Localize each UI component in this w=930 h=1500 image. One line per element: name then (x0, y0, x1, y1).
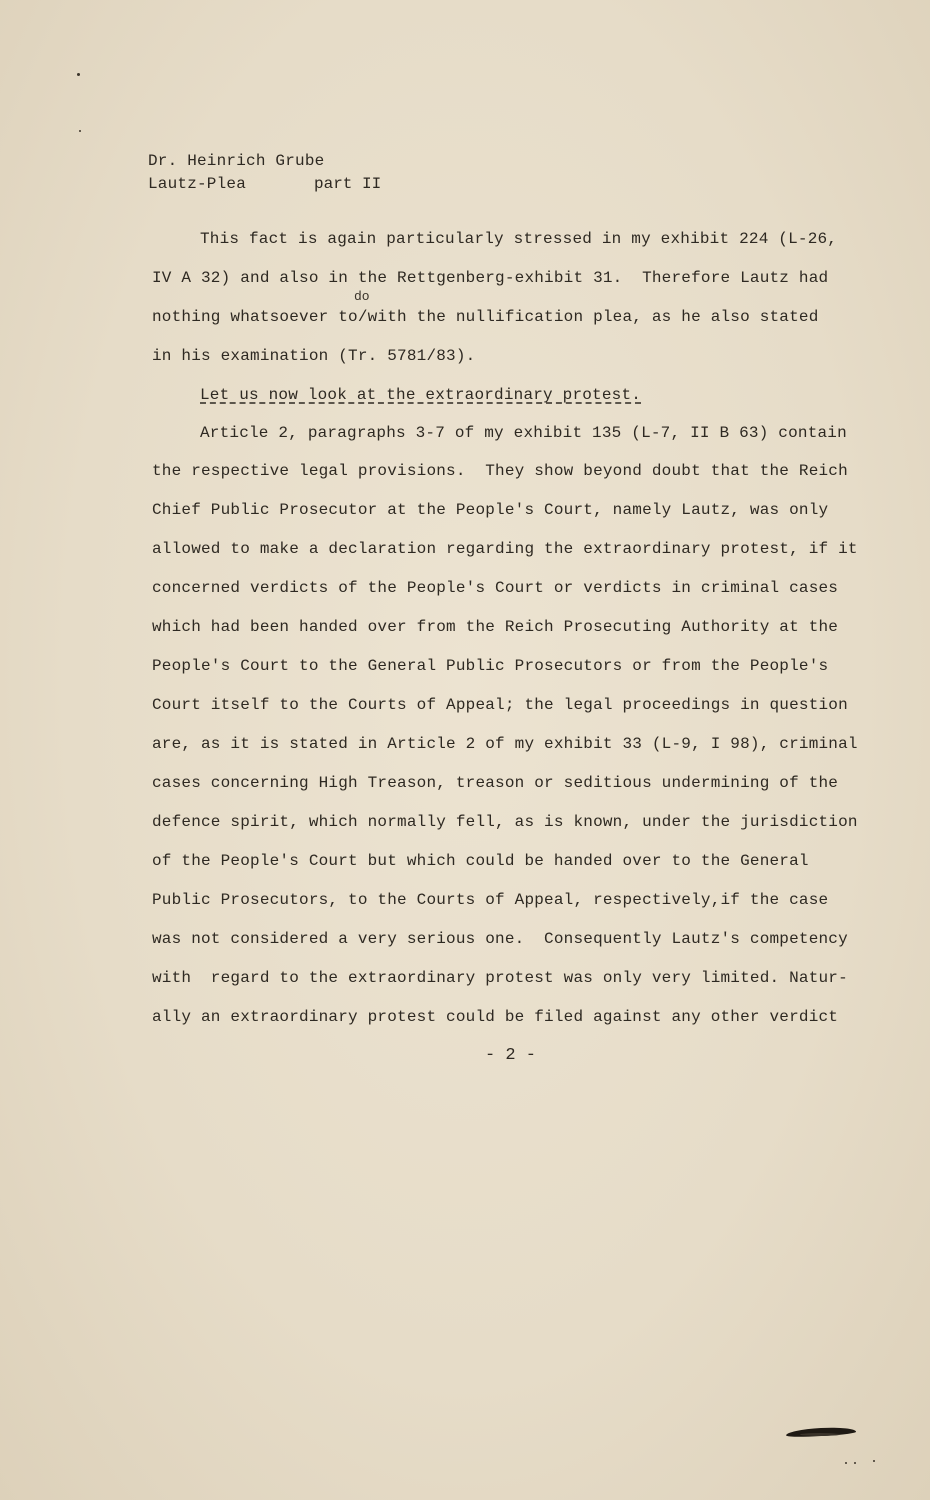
paragraph-2-line-5: concerned verdicts of the People's Court or verdicts in criminal cases (152, 579, 839, 597)
bottom-speck (854, 1462, 856, 1464)
paragraph-1-line-1: This fact is again particularly stressed in my exhibit 224 (L-26, (200, 230, 838, 248)
paragraph-2-line-9: are, as it is stated in Article 2 of my exhibit 33 (L-9, I 98), criminal (152, 735, 858, 753)
ink-smudge (786, 1426, 856, 1438)
document-title: Lautz-Plea (148, 175, 247, 193)
paragraph-2-line-12: of the People's Court but which could be handed over to the General (152, 852, 809, 870)
bottom-speck (873, 1460, 875, 1462)
bottom-speck (845, 1462, 847, 1464)
document-part: part II (314, 175, 382, 193)
paragraph-1-line-4: in his examination (Tr. 5781/83). (152, 347, 476, 365)
margin-speck (79, 130, 81, 132)
paragraph-2-line-6: which had been handed over from the Reich Prosecuting Authority at the (152, 618, 839, 636)
paragraph-2-line-4: allowed to make a declaration regarding the extraordinary protest, if it (152, 540, 858, 558)
paragraph-2-line-16: ally an extraordinary protest could be filed against any other verdict (152, 1008, 839, 1026)
author-name: Dr. Heinrich Grube (148, 152, 325, 170)
section-heading: Let us now look at the extraordinary protest. (200, 386, 642, 404)
paragraph-2-line-8: Court itself to the Courts of Appeal; the legal proceedings in question (152, 696, 848, 714)
paragraph-2-line-14: was not considered a very serious one. Consequently Lautz's competency (152, 930, 848, 948)
paragraph-2-line-7: People's Court to the General Public Prosecutors or from the People's (152, 657, 829, 675)
margin-speck (77, 73, 80, 76)
paragraph-1-line-2: IV A 32) and also in the Rettgenberg-exhibit 31. Therefore Lautz had (152, 269, 829, 287)
paragraph-2-line-13: Public Prosecutors, to the Courts of Appeal, respectively,if the case (152, 891, 829, 909)
paragraph-2-line-1: Article 2, paragraphs 3-7 of my exhibit 135 (L-7, II B 63) contain (200, 424, 847, 442)
paragraph-2-line-15: with regard to the extraordinary protest was only very limited. Natur- (152, 969, 848, 987)
paragraph-2-line-3: Chief Public Prosecutor at the People's Court, namely Lautz, was only (152, 501, 829, 519)
interlinear-insertion: do (354, 289, 370, 304)
paragraph-1-line-3: nothing whatsoever to/with the nullification plea, as he also stated (152, 308, 819, 326)
page-number: - 2 - (485, 1046, 537, 1065)
paragraph-2-line-2: the respective legal provisions. They show beyond doubt that the Reich (152, 462, 848, 480)
ink-smudge-trace (800, 1433, 840, 1436)
paragraph-2-line-11: defence spirit, which normally fell, as is known, under the jurisdiction (152, 813, 858, 831)
paragraph-2-line-10: cases concerning High Treason, treason or seditious undermining of the (152, 774, 839, 792)
